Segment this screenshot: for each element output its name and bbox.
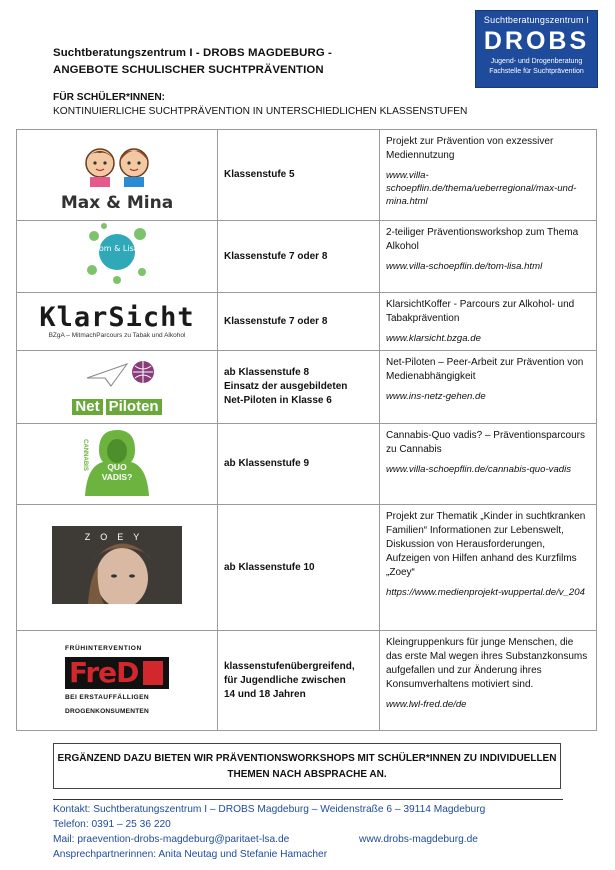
contact-address: Kontakt: Suchtberatungszentrum I – DROBS Magdeburg – Weidenstraße 6 – 39114 Magdeburg (53, 804, 486, 815)
offer-description: Projekt zur Prävention von exzessiver Mediennutzung (386, 136, 554, 161)
offer-level-cell (218, 351, 380, 424)
contact-mail-row (53, 832, 573, 847)
drobs-logo (475, 10, 598, 88)
quo-vadis-logo-text: QUO VADIS? (101, 461, 133, 482)
offer-logo-cell (17, 424, 218, 505)
tom-lisa-logo-text: Tom & Lisa (95, 244, 139, 253)
cannabis-side-text: CANNABIS (81, 438, 88, 471)
title-line-2: ANGEBOTE SCHULISCHER SUCHTPRÄVENTION (53, 64, 324, 76)
offer-logo-cell (17, 130, 218, 221)
offer-link[interactable]: www.villa-schoepflin.de/tom-lisa.html (386, 261, 543, 272)
offer-description: Cannabis-Quo vadis? – Präventionsparcours zu Cannabis (386, 430, 585, 455)
offer-level-cell (218, 130, 380, 221)
zoey-title-text: ZOEY (84, 532, 150, 542)
offer-level-line: Net-Piloten in Klasse 6 (224, 395, 332, 406)
table-row (17, 293, 597, 351)
quo-vadis-logo (77, 426, 157, 498)
offer-level-line: Klassenstufe 5 (224, 169, 295, 180)
offer-level-line: ab Klassenstufe 10 (224, 561, 315, 573)
fred-logo-top: FRÜHINTERVENTION (65, 645, 142, 652)
offer-logo-cell (17, 505, 218, 631)
logo-top-text: Suchtberatungszentrum I (483, 15, 590, 25)
paper-plane-globe-icon (67, 358, 167, 392)
klarsicht-logo-text: KlarSicht (39, 301, 195, 333)
offer-link[interactable]: www.ins-netz-gehen.de (386, 391, 486, 402)
fred-logo-bottom-1: BEI ERSTAUFFÄLLIGEN (65, 694, 150, 701)
offer-level-line: Einsatz der ausgebildeten (224, 381, 348, 392)
table-row (17, 130, 597, 221)
offer-level-line: Klassenstufe 7 oder 8 (224, 250, 328, 262)
offer-description: Net-Piloten – Peer-Arbeit zur Prävention von Medienabhängigkeit (386, 357, 584, 382)
target-group-heading (53, 91, 573, 119)
offer-desc-cell (380, 424, 597, 505)
offer-level-line: Klassenstufe 7 oder 8 (224, 315, 328, 327)
offer-level-cell (218, 293, 380, 351)
offer-link[interactable]: https://www.medienprojekt-wuppertal.de/v_204 (386, 587, 585, 598)
logo-main-text: DROBS (483, 27, 590, 55)
target-subtitle: KONTINUIERLICHE SUCHTPRÄVENTION IN UNTERSCHIEDLICHEN KLASSENSTUFEN (53, 106, 468, 117)
table-row (17, 631, 597, 731)
offer-desc-cell (380, 221, 597, 293)
offer-description: Kleingruppenkurs für junge Menschen, die das erste Mal wegen ihres Substanzkonsums aufgefallen und zur Änderung ihres Konsumverhaltens motiviert sind. (386, 637, 588, 690)
contact-website[interactable]: www.drobs-magdeburg.de (359, 834, 478, 845)
offer-level-cell (218, 505, 380, 631)
offer-level-cell (218, 221, 380, 293)
offer-logo-cell (17, 293, 218, 351)
offer-desc-cell (380, 631, 597, 731)
offer-description: 2-teiliger Präventionsworkshop zum Thema Alkohol (386, 227, 579, 252)
offer-description: Projekt zur Thematik „Kinder in suchtkranken Familien“ Informationen zur Lebenswelt, Diskussion von Herausforderungen, Aufzeigen von Hilfen anhand des Kurzfilms „Zoey“ (386, 511, 586, 578)
offer-level-line: ab Klassenstufe 8 (224, 367, 310, 378)
offer-logo-cell (17, 351, 218, 424)
table-row (17, 351, 597, 424)
offer-level-line: für Jugendliche zwischen (224, 674, 346, 686)
offers-table (16, 129, 597, 731)
contact-footer (53, 802, 573, 862)
klarsicht-logo-sub: BZgA – MitmachParcours zu Tabak und Alkohol (48, 331, 186, 339)
fred-logo (65, 642, 169, 719)
piloten-logo-text: Piloten (106, 399, 162, 415)
fred-logo-bottom-2: DROGENKONSUMENTEN (65, 708, 149, 715)
offer-desc-cell (380, 130, 597, 221)
contact-mail[interactable]: Mail: praevention-drobs-magdeburg@paritaet-lsa.de (53, 834, 290, 845)
offer-desc-cell (380, 293, 597, 351)
note-line-1: ERGÄNZEND DAZU BIETEN WIR PRÄVENTIONSWORKSHOPS MIT SCHÜLER*INNEN ZU INDIVIDUELLEN (57, 753, 557, 764)
offer-level-cell (218, 631, 380, 731)
offer-link[interactable]: www.villa-schoepflin.de/thema/ueberregional/max-und-mina.html (386, 170, 577, 207)
tom-lisa-logo-icon (82, 222, 152, 286)
offer-logo-cell (17, 221, 218, 293)
document-title (53, 45, 433, 79)
offer-level-line: 14 und 18 Jahren (224, 688, 306, 700)
offer-link[interactable]: www.villa-schoepflin.de/cannabis-quo-vadis (386, 464, 572, 475)
offer-logo-cell (17, 631, 218, 731)
table-row (17, 424, 597, 505)
title-line-1: Suchtberatungszentrum I - DROBS MAGDEBURG - (53, 47, 332, 59)
table-row (17, 221, 597, 293)
logo-sub-text-2: Fachstelle für Suchtprävention (489, 68, 584, 75)
supplementary-note-box (53, 743, 561, 789)
zoey-film-still (52, 526, 182, 604)
net-logo-text: Net (72, 399, 102, 415)
contact-persons: Ansprechpartnerinnen: Anita Neutag und Stefanie Hamacher (53, 849, 328, 860)
logo-sub-text-1: Jugend- und Drogenberatung (490, 58, 583, 65)
offer-level-line: ab Klassenstufe 9 (224, 458, 310, 469)
offer-level-cell (218, 424, 380, 505)
table-row (17, 505, 597, 631)
note-line-2: THEMEN NACH ABSPRACHE AN. (227, 769, 387, 780)
offer-link[interactable]: www.lwl-fred.de/de (386, 699, 467, 710)
offer-level-line: klassenstufenübergreifend, (224, 660, 355, 672)
offer-desc-cell (380, 351, 597, 424)
contact-phone: Telefon: 0391 – 25 36 220 (53, 819, 171, 830)
fred-logo-text: FreD (69, 656, 139, 689)
net-piloten-logo (67, 358, 167, 415)
target-label: FÜR SCHÜLER*INNEN: (53, 92, 166, 103)
offer-description: KlarsichtKoffer - Parcours zur Alkohol- und Tabakprävention (386, 299, 575, 324)
offer-desc-cell (380, 505, 597, 631)
max-mina-logo-text: Max & Mina (60, 192, 174, 213)
offer-link[interactable]: www.klarsicht.bzga.de (386, 333, 481, 344)
footer-divider (53, 799, 563, 800)
